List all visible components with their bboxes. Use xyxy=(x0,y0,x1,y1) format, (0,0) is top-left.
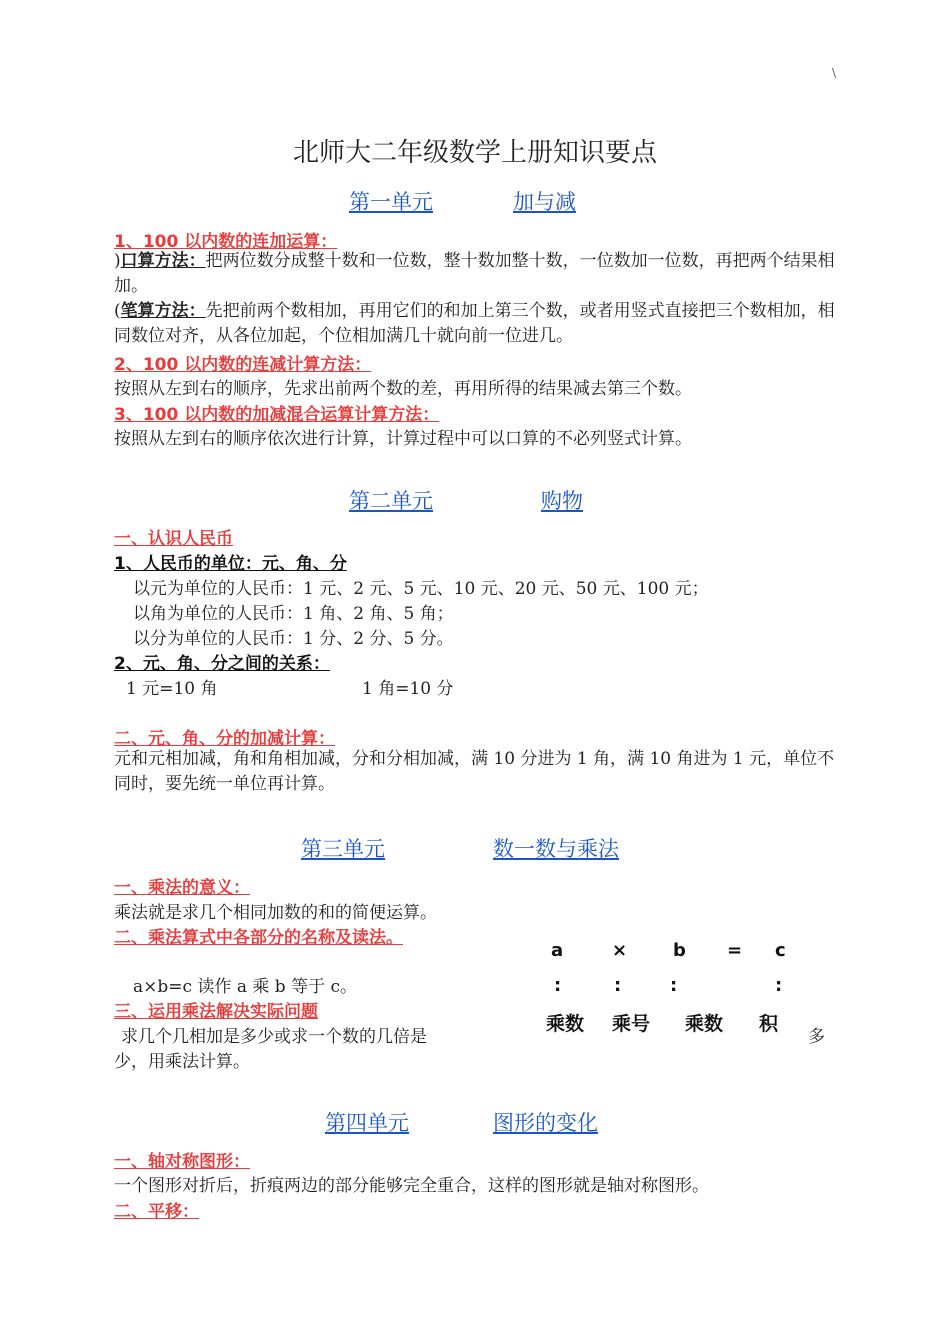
unit1-section3-heading: 3、100 以内数的加减混合运算计算方法： xyxy=(114,405,440,425)
unit1-section1-heading: 1、100 以内数的连加运算： xyxy=(114,232,338,252)
unit1-section2-heading: 2、100 以内数的连减计算方法： xyxy=(114,355,372,375)
diagram-label-product: 积 xyxy=(759,1013,779,1035)
diagram-symbol-b: b xyxy=(673,940,686,961)
unit3-topic: 数一数与乘法 xyxy=(493,837,619,861)
unit4-section1-text: 一个图形对折后，折痕两边的部分能够完全重合，这样的图形就是轴对称图形。 xyxy=(114,1176,709,1196)
unit4-name: 第四单元 xyxy=(325,1111,409,1135)
unit3-section3-heading: 三、运用乘法解决实际问题 xyxy=(114,1002,318,1022)
written-label: 笔算方法： xyxy=(120,301,206,321)
diagram-colon-1: : xyxy=(554,975,562,996)
unit1-heading xyxy=(349,186,576,216)
oral-text: 把两位数分成整十数和一位数，整十数加整十数，一位数加一位数，再把两个结果相加。 xyxy=(114,251,835,296)
unit2-name: 第二单元 xyxy=(349,489,433,513)
relation-jiao-fen: 1 角=10 分 xyxy=(362,679,454,699)
unit1-written-method xyxy=(114,299,838,349)
diagram-label-times-sign: 乘号 xyxy=(612,1013,651,1035)
unit4-section1-heading: 一、轴对称图形： xyxy=(114,1152,250,1172)
unit4-heading xyxy=(325,1107,598,1137)
diagram-label-multiplier-2: 乘数 xyxy=(685,1013,724,1035)
unit2-section1-heading: 一、认识人民币 xyxy=(114,529,233,549)
yuan-notes-line: 以元为单位的人民币：1 元、2 元、5 元、10 元、20 元、50 元、100 元； xyxy=(133,579,709,599)
unit1-section2-text: 按照从左到右的顺序，先求出前两个数的差，再用所得的结果减去第三个数。 xyxy=(114,379,692,399)
jiao-notes-line: 以角为单位的人民币：1 角、2 角、5 角； xyxy=(133,604,454,624)
written-text: 先把前两个数相加，再用它们的和加上第三个数，或者用竖式直接把三个数相加，相同数位对齐，从各位加起，个位相加满几十就向前一位进几。 xyxy=(114,301,835,346)
fen-coins-line: 以分为单位的人民币：1 分、2 分、5 分。 xyxy=(133,629,454,649)
unit1-oral-method xyxy=(114,249,838,299)
unit3-section3-text-c: 少，用乘法计算。 xyxy=(114,1052,250,1072)
unit3-name: 第三单元 xyxy=(301,837,385,861)
diagram-symbol-c: c xyxy=(775,940,786,961)
unit4-section2-heading: 二、平移： xyxy=(114,1202,199,1222)
unit3-section3-text-b: 多 xyxy=(808,1027,825,1047)
unit2-relation-heading: 2、元、角、分之间的关系： xyxy=(114,654,330,674)
diagram-label-multiplier-1: 乘数 xyxy=(546,1013,585,1035)
unit2-topic: 购物 xyxy=(541,489,583,513)
written-marker: ( xyxy=(114,301,121,321)
unit2-section2-heading: 二、元、角、分的加减计算： xyxy=(114,729,335,749)
unit2-units-heading: 1、人民币的单位：元、角、分 xyxy=(114,554,347,574)
unit4-topic: 图形的变化 xyxy=(493,1111,598,1135)
oral-label: 口算方法： xyxy=(120,251,206,271)
unit1-section3-text: 按照从左到右的顺序依次进行计算，计算过程中可以口算的不必列竖式计算。 xyxy=(114,429,692,449)
unit3-section2-heading: 二、乘法算式中各部分的名称及读法。 xyxy=(114,928,403,948)
unit3-heading xyxy=(301,833,619,863)
oral-marker: ) xyxy=(114,251,121,271)
unit1-topic: 加与减 xyxy=(513,190,576,214)
document-title: 北师大二年级数学上册知识要点 xyxy=(292,138,657,168)
multiplication-reading: a×b=c 读作 a 乘 b 等于 c。 xyxy=(133,977,357,997)
diagram-symbol-times: × xyxy=(612,940,628,961)
diagram-symbol-equals: = xyxy=(727,940,743,961)
unit3-section1-heading: 一、乘法的意义： xyxy=(114,878,250,898)
unit3-section3-text-a: 求几个几相加是多少或求一个数的几倍是 xyxy=(121,1027,427,1047)
diagram-symbol-a: a xyxy=(551,940,564,961)
diagram-colon-3: : xyxy=(670,975,678,996)
diagram-colon-2: : xyxy=(614,975,622,996)
relation-yuan-jiao: 1 元=10 角 xyxy=(126,679,218,699)
diagram-colon-4: : xyxy=(775,975,783,996)
unit3-section1-text: 乘法就是求几个相同加数的和的简便运算。 xyxy=(114,903,437,923)
unit2-section2-text: 元和元相加减，角和角相加减，分和分相加减，满 10 分进为 1 角，满 10 角进为 1 元，单位不同时，要先统一单位再计算。 xyxy=(114,749,835,794)
unit1-name: 第一单元 xyxy=(349,190,433,214)
corner-mark: \ xyxy=(832,66,837,80)
unit2-heading xyxy=(349,485,583,515)
